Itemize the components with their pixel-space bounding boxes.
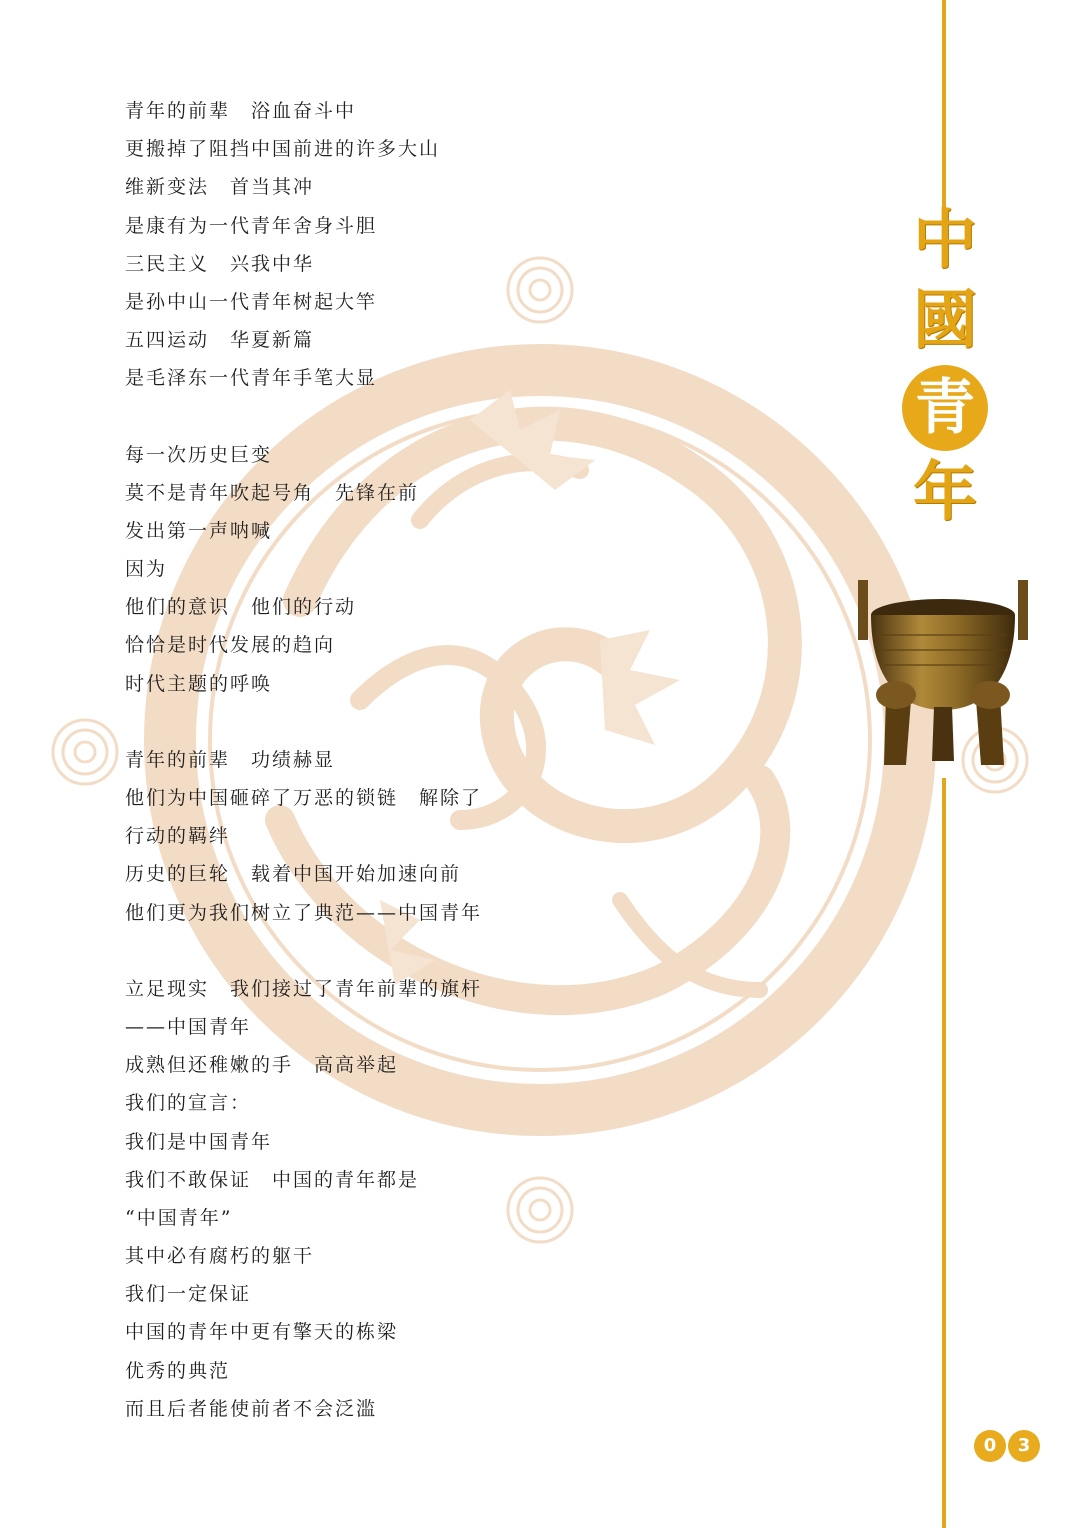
poem-line: 优秀的典范 bbox=[125, 1359, 231, 1382]
poem-line: 三民主义 兴我中华 bbox=[125, 252, 315, 275]
stanza-1 bbox=[125, 92, 685, 398]
page-number-digit: 0 bbox=[974, 1430, 1006, 1462]
title-char-4: 年 bbox=[913, 456, 977, 530]
poem-line: 是孙中山一代青年树起大竿 bbox=[125, 290, 378, 313]
poem-line: 是康有为一代青年舍身斗胆 bbox=[125, 214, 378, 237]
bronze-ding-cauldron-image bbox=[856, 575, 1032, 775]
poem-line: 而且后者能使前者不会泛滥 bbox=[125, 1397, 378, 1420]
poem-line: 成熟但还稚嫩的手 高高举起 bbox=[125, 1054, 399, 1077]
poem-line: 我们的宣言： bbox=[125, 1092, 252, 1115]
title-char-3-circled: 青 bbox=[902, 365, 988, 451]
poem-line: 他们更为我们树立了典范——中国青年 bbox=[125, 901, 483, 924]
stanza-4 bbox=[125, 970, 685, 1428]
page-number-digit: 3 bbox=[1008, 1430, 1040, 1462]
poem-line: 发出第一声呐喊 bbox=[125, 519, 273, 542]
gold-divider-line-top bbox=[942, 0, 946, 210]
poem-line: 时代主题的呼唤 bbox=[125, 672, 273, 695]
poem-line: 中国的青年中更有擎天的栋梁 bbox=[125, 1321, 399, 1344]
stanza-2 bbox=[125, 436, 685, 703]
poem-line: 维新变法 首当其冲 bbox=[125, 176, 315, 199]
poem-line: 莫不是青年吹起号角 先锋在前 bbox=[125, 481, 420, 504]
page-number bbox=[974, 1430, 1040, 1464]
poem-line: 我们是中国青年 bbox=[125, 1130, 273, 1153]
poem-line: 青年的前辈 功绩赫显 bbox=[125, 748, 336, 771]
poem-line: 恰恰是时代发展的趋向 bbox=[125, 634, 336, 657]
poem-line: 他们为中国砸碎了万恶的锁链 解除了 bbox=[125, 787, 483, 809]
poem-line: 立足现实 我们接过了青年前辈的旗杆 bbox=[125, 977, 483, 1000]
stanza-3 bbox=[125, 741, 685, 932]
vertical-title bbox=[908, 205, 982, 537]
poem-body bbox=[125, 92, 685, 1466]
title-char-2: 國 bbox=[913, 284, 977, 358]
poem-line: 其中必有腐朽的躯干 bbox=[125, 1245, 315, 1268]
poem-line: 我们一定保证 bbox=[125, 1283, 252, 1306]
poem-line: 因为 bbox=[125, 558, 168, 581]
poem-line: 他们的意识 他们的行动 bbox=[125, 596, 357, 619]
gold-divider-line-bottom bbox=[942, 778, 946, 1528]
poem-line: 每一次历史巨变 bbox=[125, 443, 273, 466]
title-char-1: 中 bbox=[913, 204, 977, 278]
poem-line: 我们不敢保证 中国的青年都是 bbox=[125, 1168, 420, 1191]
poem-line: 五四运动 华夏新篇 bbox=[125, 329, 315, 352]
poem-line: 青年的前辈 浴血奋斗中 bbox=[125, 100, 357, 122]
poem-line: 行动的羁绊 bbox=[125, 825, 231, 848]
poem-line: 历史的巨轮 载着中国开始加速向前 bbox=[125, 863, 462, 886]
poem-line: 是毛泽东一代青年手笔大显 bbox=[125, 367, 378, 390]
poem-line: “中国青年” bbox=[125, 1206, 233, 1229]
poem-line: 更搬掉了阻挡中国前进的许多大山 bbox=[125, 138, 441, 161]
poem-line: ——中国青年 bbox=[125, 1015, 252, 1038]
